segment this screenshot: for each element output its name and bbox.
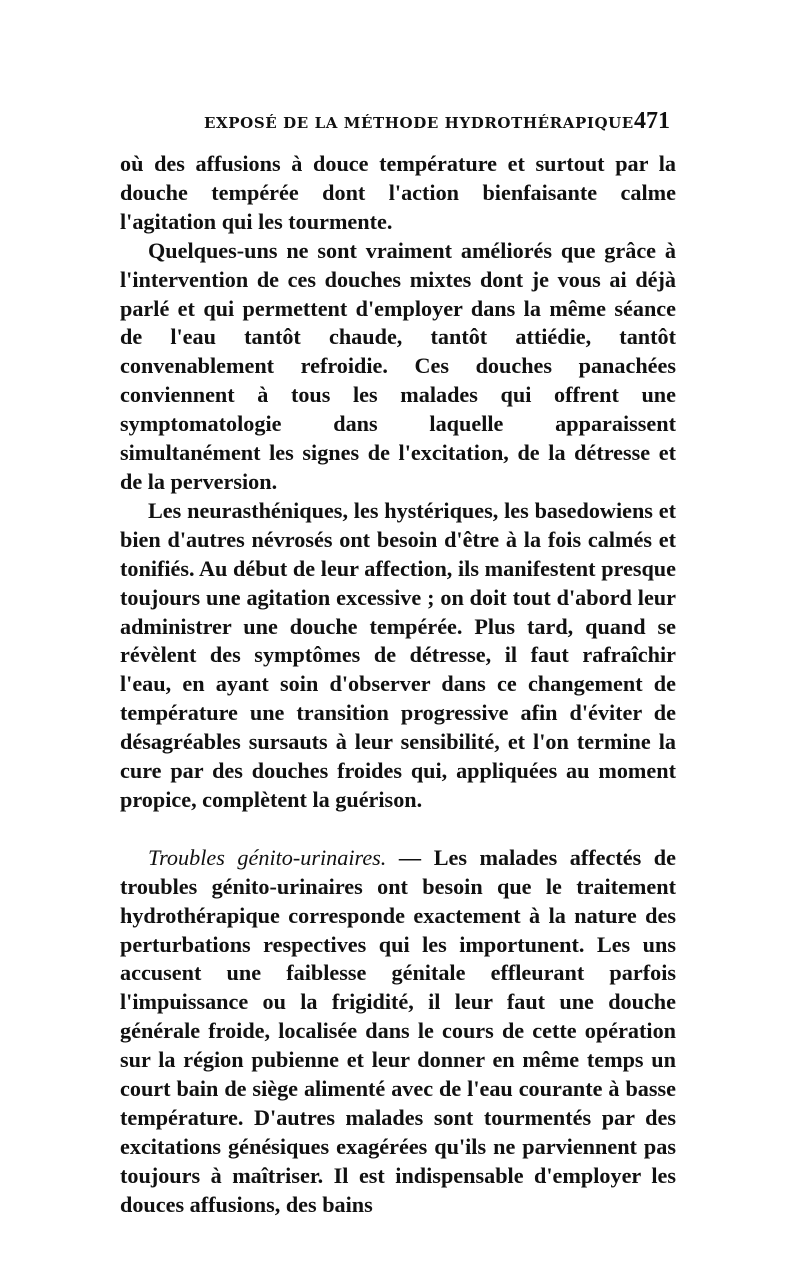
section-troubles-genito-urinaires xyxy=(120,844,676,1220)
body-text xyxy=(120,150,676,1220)
paragraph-neurastheniques: Les neurasthéniques, les hystériques, les basedowiens et bien d'autres névrosés ont besoin d'être à la fois calmés et tonifiés. Au début de leur affection, ils manifestent presque toujours une agitation excessive ; on doit tout d'abord leur administrer une douche tempérée. Plus tard, quand se révèlent des symptômes de détresse, il faut rafraîchir l'eau, en ayant soin d'observer dans ce changement de température une transition progressive afin d'éviter de désagréables sursauts à leur sensibilité, et l'on termine la cure par des douches froides qui, appliquées au moment propice, complètent la guérison. xyxy=(120,497,676,812)
page-number: 471 xyxy=(634,108,670,134)
running-head: EXPOSÉ DE LA MÉTHODE HYDROTHÉRAPIQUE xyxy=(204,114,634,132)
section-separator: — xyxy=(386,844,434,870)
section-text: Les malades affectés de troubles génito-urinaires ont besoin que le traitement hydrothérapique corresponde exactement à la nature des perturbations respectives qui les importunent. Les uns accusent une faiblesse génitale effleurant parfois l'impuissance ou la frigidité, il leur faut une douche générale froide, localisée dans le cours de cette opération sur la région pubienne et leur donner en même temps un court bain de siège alimenté avec de l'eau courante à basse température. D'autres malades sont tourmentés par des excitations génésiques exagérées qu'ils ne parviennent pas toujours à maîtriser. Il est indispensable d'employer les douces affusions, des bains xyxy=(120,844,676,1217)
section-heading: Troubles génito-urinaires. xyxy=(148,844,387,870)
paragraph-douches-mixtes: Quelques-uns ne sont vraiment améliorés que grâce à l'intervention de ces douches mixtes dont je vous ai déjà parlé et qui permettent d'employer dans la même séance de l'eau tantôt chaude, tantôt attiédie, tantôt convenablement refroidie. Ces douches panachées conviennent à tous les malades qui offrent une symptomatologie dans laquelle apparaissent simultanément les signes de l'excitation, de la détresse et de la perversion. xyxy=(120,237,676,494)
paragraph-continuation: où des affusions à douce température et surtout par la douche tempérée dont l'action bienfaisante calme l'agitation qui les tourmente. xyxy=(120,151,676,234)
section-gap xyxy=(120,815,676,844)
